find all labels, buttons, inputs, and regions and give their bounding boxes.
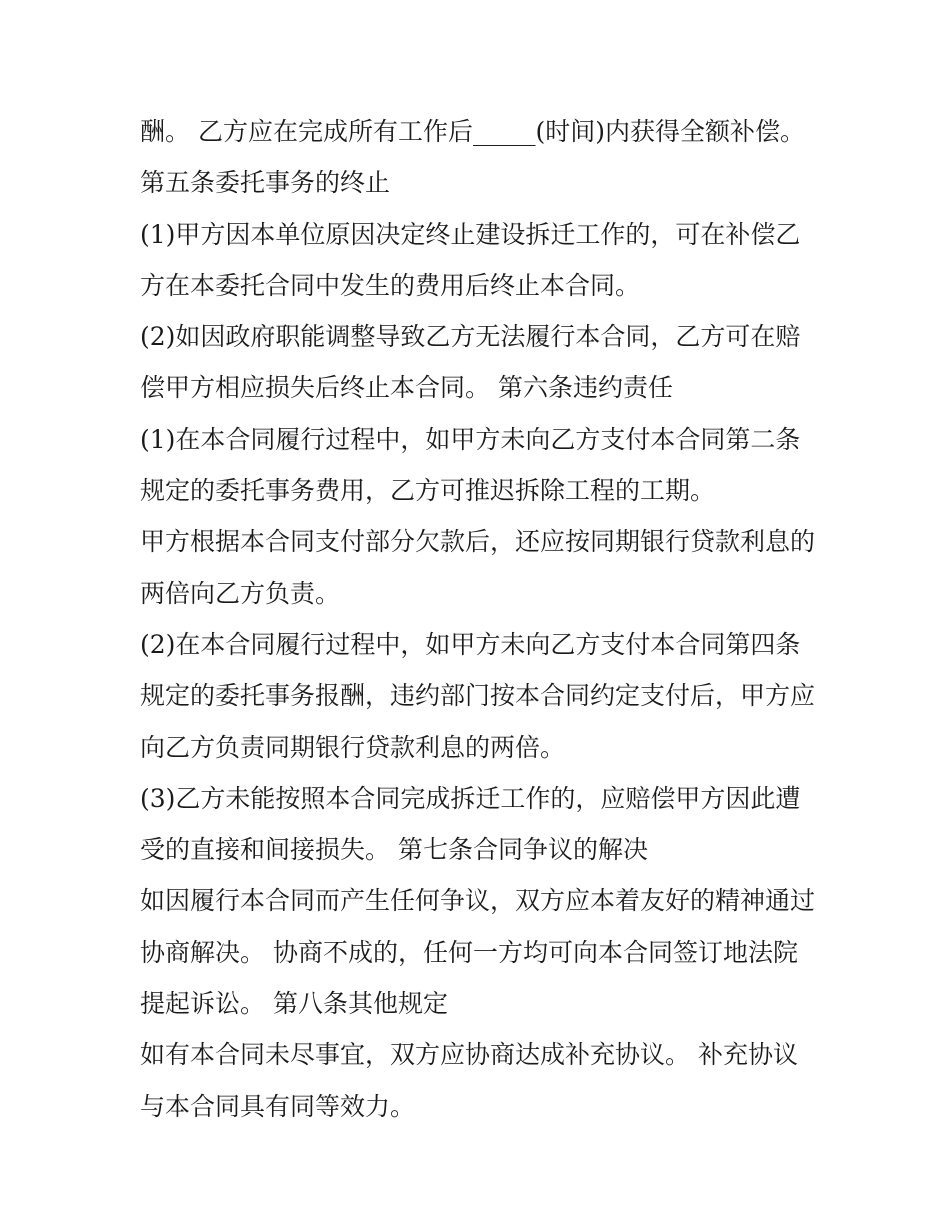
text-line: 与本合同具有同等效力。: [140, 1091, 416, 1121]
text-line: 如因履行本合同而产生任何争议，双方应本着友好的精神通过: [140, 886, 816, 916]
text-line: 向乙方负责同期银行贷款利息的两倍。: [140, 732, 566, 762]
text-line: (1)甲方因本单位原因决定终止建设拆迁工作的，可在补偿乙: [140, 219, 801, 249]
text-line: (2)在本合同履行过程中，如甲方未向乙方支付本合同第四条: [140, 629, 801, 659]
text-line: 规定的委托事务费用，乙方可推迟拆除工程的工期。: [140, 476, 716, 506]
text-line: 两倍向乙方负责。: [140, 578, 341, 608]
text-line: (3)乙方未能按照本合同完成拆迁工作的，应赔偿甲方因此遭: [140, 783, 801, 813]
text-line: 受的直接和间接损失。 第七条合同争议的解决: [140, 835, 648, 865]
text-line: (2)如因政府职能调整导致乙方无法履行本合同，乙方可在赔: [140, 322, 801, 352]
section-heading-line: 第五条委托事务的终止: [140, 168, 391, 198]
text-line: 提起诉讼。 第八条其他规定: [140, 989, 448, 1019]
text-line: 方在本委托合同中发生的费用后终止本合同。: [140, 270, 641, 300]
text-line: 偿甲方相应损失后终止本合同。 第六条违约责任: [140, 373, 673, 403]
text-line: (1)在本合同履行过程中，如甲方未向乙方支付本合同第二条: [140, 424, 801, 454]
text-line: 如有本合同未尽事宜，双方应协商达成补充协议。 补充协议: [140, 1040, 798, 1070]
document-body: [140, 106, 830, 1132]
text-line: 甲方根据本合同支付部分欠款后，还应按同期银行贷款利息的: [140, 527, 816, 557]
text-line: 规定的委托事务报酬，违约部门按本合同约定支付后，甲方应: [140, 681, 816, 711]
text-line: 协商解决。 协商不成的，任何一方均可向本合同签订地法院: [140, 937, 798, 967]
text-line: 酬。 乙方应在完成所有工作后_____(时间)内获得全额补偿。: [140, 117, 805, 146]
